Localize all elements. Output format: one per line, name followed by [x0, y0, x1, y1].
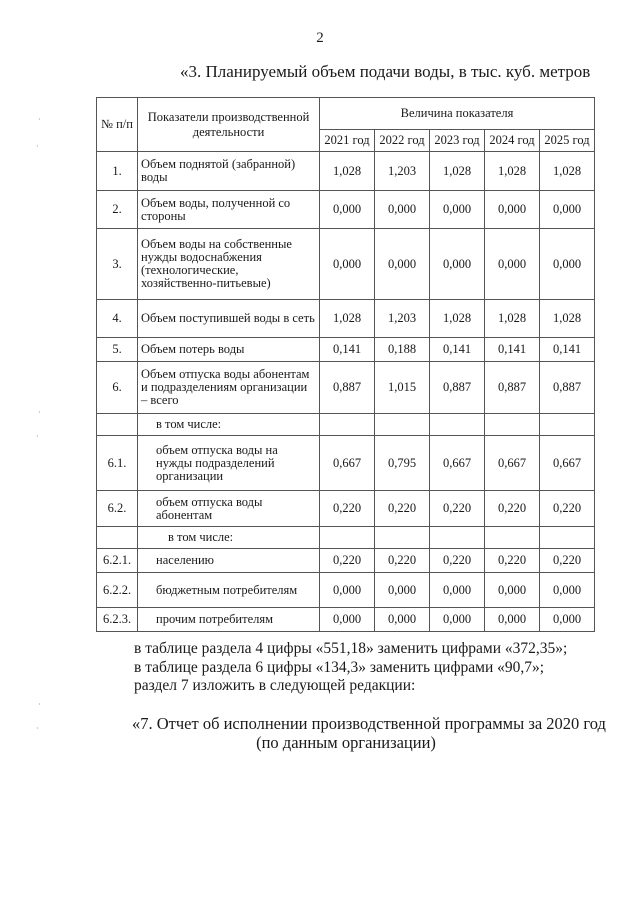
row-value: [375, 414, 430, 436]
row-indicator: в том числе:: [138, 527, 320, 549]
row-value: 1,028: [320, 300, 375, 338]
row-value: 0,141: [485, 338, 540, 362]
row-value: [485, 414, 540, 436]
row-value: 0,000: [375, 191, 430, 229]
row-indicator: Объем потерь воды: [138, 338, 320, 362]
section-7-heading: [0, 714, 640, 752]
row-value: 1,203: [375, 152, 430, 191]
row-indicator: бюджетным потребителям: [138, 573, 320, 608]
header-year: 2023 год: [430, 130, 485, 152]
row-value: [485, 527, 540, 549]
header-value-group: Величина показателя: [320, 98, 595, 130]
table-row: [97, 549, 595, 573]
row-value: 0,887: [430, 362, 485, 414]
row-value: [430, 527, 485, 549]
row-value: 0,795: [375, 436, 430, 491]
row-number: 6.2.2.: [97, 573, 138, 608]
table-row: [97, 608, 595, 632]
row-value: 0,000: [430, 573, 485, 608]
row-indicator: в том числе:: [138, 414, 320, 436]
table-row: [97, 338, 595, 362]
row-indicator: объем отпуска воды на нужды подразделений организации: [138, 436, 320, 491]
row-value: [320, 527, 375, 549]
row-number: [97, 527, 138, 549]
row-indicator: Объем поступившей воды в сеть: [138, 300, 320, 338]
table-row: [97, 229, 595, 300]
margin-mark: ·: [38, 115, 41, 124]
row-value: 1,028: [485, 300, 540, 338]
row-value: 0,000: [540, 608, 595, 632]
row-value: 0,188: [375, 338, 430, 362]
row-indicator: населению: [138, 549, 320, 573]
amendment-line: раздел 7 изложить в следующей редакции:: [134, 677, 416, 694]
row-value: [375, 527, 430, 549]
header-year: 2025 год: [540, 130, 595, 152]
row-value: 0,141: [430, 338, 485, 362]
table-row: [97, 491, 595, 527]
row-indicator: Объем воды, полученной со стороны: [138, 191, 320, 229]
header-indicator: Показатели производственной деятельности: [138, 98, 320, 152]
row-value: 0,000: [320, 229, 375, 300]
amendment-line: в таблице раздела 4 цифры «551,18» заменить цифрами «372,35»;: [134, 640, 568, 657]
row-value: 0,000: [485, 229, 540, 300]
row-number: 3.: [97, 229, 138, 300]
margin-mark: ·: [36, 724, 39, 733]
section-7-title: «7. Отчет об исполнении производственной программы за 2020 год: [132, 714, 606, 733]
table-row: [97, 191, 595, 229]
row-number: 5.: [97, 338, 138, 362]
header-number: № п/п: [97, 98, 138, 152]
row-number: 6.2.1.: [97, 549, 138, 573]
row-value: 0,000: [320, 573, 375, 608]
table-row: [97, 436, 595, 491]
row-number: [97, 414, 138, 436]
row-value: 0,000: [485, 573, 540, 608]
row-value: 0,887: [540, 362, 595, 414]
table-row: [97, 414, 595, 436]
row-value: 0,220: [540, 491, 595, 527]
row-value: 1,015: [375, 362, 430, 414]
table-row: [97, 527, 595, 549]
page-number: 2: [316, 30, 324, 46]
water-supply-table: [96, 97, 595, 632]
amendments-list: [134, 640, 567, 696]
row-value: 0,220: [540, 549, 595, 573]
row-value: 0,000: [375, 229, 430, 300]
row-indicator: объем отпуска воды абонентам: [138, 491, 320, 527]
row-value: 0,000: [430, 229, 485, 300]
row-value: 0,220: [320, 491, 375, 527]
row-number: 6.2.: [97, 491, 138, 527]
header-year: 2024 год: [485, 130, 540, 152]
row-value: [430, 414, 485, 436]
row-indicator: Объем отпуска воды абонентам и подразделениям организации – всего: [138, 362, 320, 414]
header-year: 2021 год: [320, 130, 375, 152]
table-row: [97, 300, 595, 338]
row-value: 0,000: [375, 608, 430, 632]
row-value: [540, 527, 595, 549]
margin-mark: ·: [38, 700, 41, 709]
margin-mark: ·: [38, 408, 41, 417]
row-value: 0,220: [485, 549, 540, 573]
row-value: 1,028: [485, 152, 540, 191]
row-value: 0,887: [485, 362, 540, 414]
row-value: 0,220: [320, 549, 375, 573]
row-value: 1,028: [540, 300, 595, 338]
section-7-subtitle: (по данным организации): [256, 733, 436, 752]
row-value: 0,887: [320, 362, 375, 414]
row-value: 0,220: [430, 491, 485, 527]
table-row: [97, 362, 595, 414]
row-number: 4.: [97, 300, 138, 338]
row-number: 2.: [97, 191, 138, 229]
table-row: [97, 152, 595, 191]
row-value: 0,220: [375, 491, 430, 527]
row-value: 0,667: [320, 436, 375, 491]
row-value: 0,000: [320, 608, 375, 632]
row-value: 0,000: [540, 191, 595, 229]
row-number: 6.2.3.: [97, 608, 138, 632]
row-value: 0,667: [485, 436, 540, 491]
row-value: 1,028: [540, 152, 595, 191]
row-value: 1,203: [375, 300, 430, 338]
margin-mark: ·: [36, 142, 39, 151]
row-value: 0,220: [485, 491, 540, 527]
margin-mark: ·: [36, 432, 39, 441]
row-number: 1.: [97, 152, 138, 191]
row-value: 0,000: [485, 191, 540, 229]
row-value: [320, 414, 375, 436]
row-value: 0,000: [430, 191, 485, 229]
header-year: 2022 год: [375, 130, 430, 152]
row-value: 0,000: [540, 229, 595, 300]
row-value: 0,000: [485, 608, 540, 632]
row-value: 0,000: [375, 573, 430, 608]
section-3-title: «3. Планируемый объем подачи воды, в тыс. куб. метров: [180, 62, 591, 81]
row-indicator: Объем воды на собственные нужды водоснабжения (технологические, хозяйственно-питьевые): [138, 229, 320, 300]
table-row: [97, 573, 595, 608]
row-value: 0,141: [540, 338, 595, 362]
row-number: 6.: [97, 362, 138, 414]
row-value: 0,141: [320, 338, 375, 362]
row-value: 0,667: [540, 436, 595, 491]
row-indicator: Объем поднятой (забранной) воды: [138, 152, 320, 191]
row-value: 0,220: [375, 549, 430, 573]
row-value: [540, 414, 595, 436]
amendment-line: в таблице раздела 6 цифры «134,3» заменить цифрами «90,7»;: [134, 658, 545, 676]
row-value: 0,667: [430, 436, 485, 491]
row-value: 0,000: [320, 191, 375, 229]
row-value: 0,220: [430, 549, 485, 573]
row-value: 1,028: [430, 152, 485, 191]
row-value: 1,028: [320, 152, 375, 191]
row-number: 6.1.: [97, 436, 138, 491]
row-indicator: прочим потребителям: [138, 608, 320, 632]
row-value: 0,000: [430, 608, 485, 632]
row-value: 0,000: [540, 573, 595, 608]
row-value: 1,028: [430, 300, 485, 338]
